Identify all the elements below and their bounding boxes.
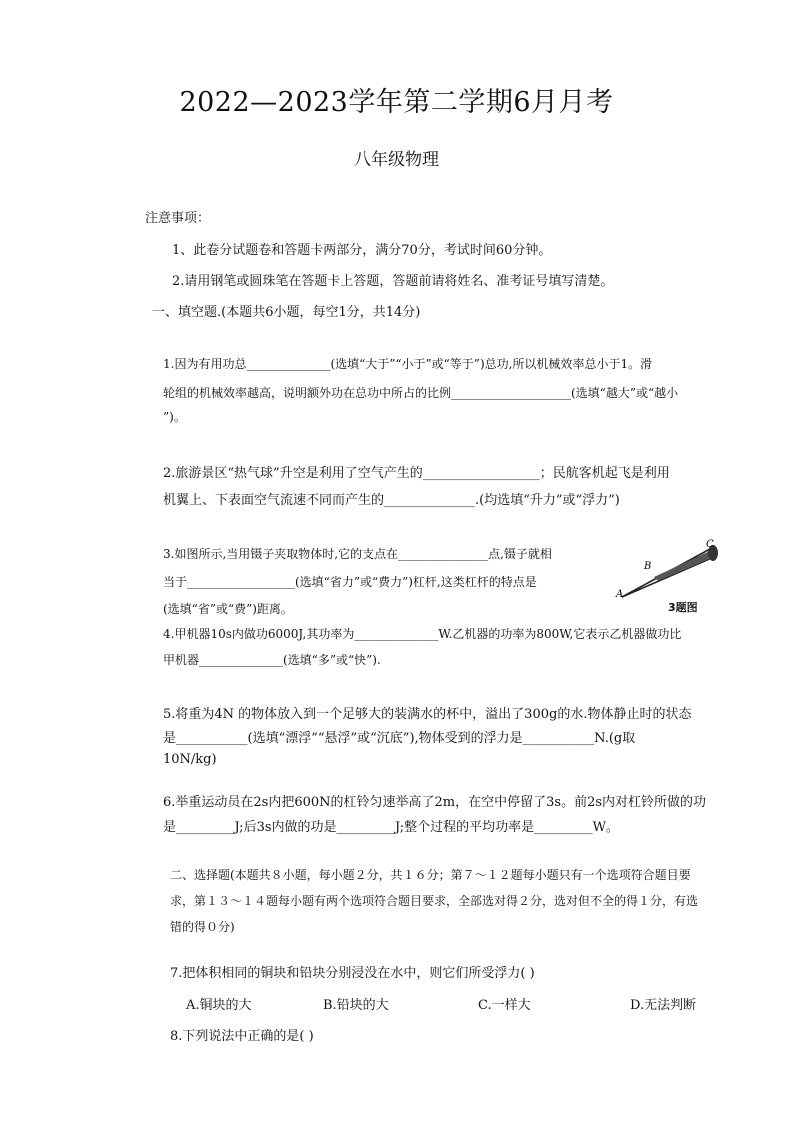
q5-line1: 5.将重为4N 的物体放入到一个足够大的装满水的杯中，溢出了300g的水.物体静止时的状态 xyxy=(163,707,692,722)
figure-caption: 3题图 xyxy=(668,601,698,614)
q4-line2: 甲机器______________(选填“多”或“快”). xyxy=(163,653,381,667)
section2-heading-line1: 二、选择题(本题共８小题，每小题２分，共１６分；第７～１２题每小题只有一个选项符合题目要 xyxy=(170,868,691,882)
q5-line3: 10N/kg) xyxy=(163,752,217,767)
q2-line2: 机翼上、下表面空气流速不同而产生的______________.(均选填“升力”或“浮力”) xyxy=(163,493,620,508)
q6-line2: 是_________J;后3s内做的功是_________J;整个过程的平均功率是_________W。 xyxy=(163,820,619,835)
section1-heading: 一、填空题.(本题共6小题，每空1分，共14分) xyxy=(152,305,421,320)
q1-line2: 轮组的机械效率越高，说明额外功在总功中所占的比例____________________(选填“越大”或“越小 xyxy=(163,386,679,400)
tweezers-label-b: B xyxy=(644,561,652,572)
tweezers-grip xyxy=(654,551,714,581)
q2-line1: 2.旅游景区“热气球”升空是利用了空气产生的__________________；民航客机起飞是利用 xyxy=(163,466,670,481)
q7-option-b: B.铅块的大 xyxy=(323,998,389,1013)
section2-heading-line3: 错的得０分) xyxy=(170,920,235,934)
q3-line3: (选填“省”或“费”)距离。 xyxy=(163,602,293,616)
q1-line3: ”)。 xyxy=(163,410,186,424)
notes-item-2: 2.请用钢笔或圆珠笔在答题卡上答题，答题前请将姓名、准考证号填写清楚。 xyxy=(172,274,614,289)
tweezers-label-a: A xyxy=(616,589,624,600)
q6-line1: 6.举重运动员在2s内把600N的杠铃匀速举高了2m，在空中停留了3s。前2s内对杠铃所做的功 xyxy=(163,795,707,810)
notes-item-1: 1、此卷分试题卷和答题卡两部分，满分70分，考试时间60分钟。 xyxy=(172,243,552,258)
q3-line2: 当于__________________(选填“省力”或“费力”)杠杆,这类杠杆的特点是 xyxy=(163,575,537,589)
section2-heading-line2: 求，第１３～１４题每小题有两个选项符合题目要求，全部选对得２分，选对但不全的得１分，有选 xyxy=(170,894,699,908)
q1-line1: 1.因为有用功总______________(选填“大于”“小于”或“等于”)总功,所以机械效率总小于1。滑 xyxy=(163,357,653,371)
notes-heading: 注意事项： xyxy=(145,211,211,226)
tweezers-label-c: C xyxy=(706,539,714,550)
q3-line1: 3.如图所示,当用镊子夹取物体时,它的支点在_______________点,镊子就相 xyxy=(163,547,552,561)
q5-line2: 是___________(选填“漂浮”“悬浮”或“沉底”),物体受到的浮力是___________N.(g取 xyxy=(163,731,636,746)
page-title: 2022—2023学年第二学期6月月考 xyxy=(179,87,614,118)
q7-option-a: A.铜块的大 xyxy=(186,998,252,1013)
q7-option-d: D.无法判断 xyxy=(630,998,697,1013)
q7-stem: 7.把体积相同的铜块和铅块分别浸没在水中，则它们所受浮力( ) xyxy=(170,966,535,981)
q8-stem: 8.下列说法中正确的是( ) xyxy=(170,1029,314,1044)
tweezers-lower-arm xyxy=(622,557,714,597)
q7-option-c: C.一样大 xyxy=(478,998,531,1013)
q4-line1: 4.甲机器10s内做功6000J,其功率为______________W.乙机器的功率为800W,它表示乙机器做功比 xyxy=(163,627,682,641)
page-subtitle: 八年级物理 xyxy=(354,150,439,170)
